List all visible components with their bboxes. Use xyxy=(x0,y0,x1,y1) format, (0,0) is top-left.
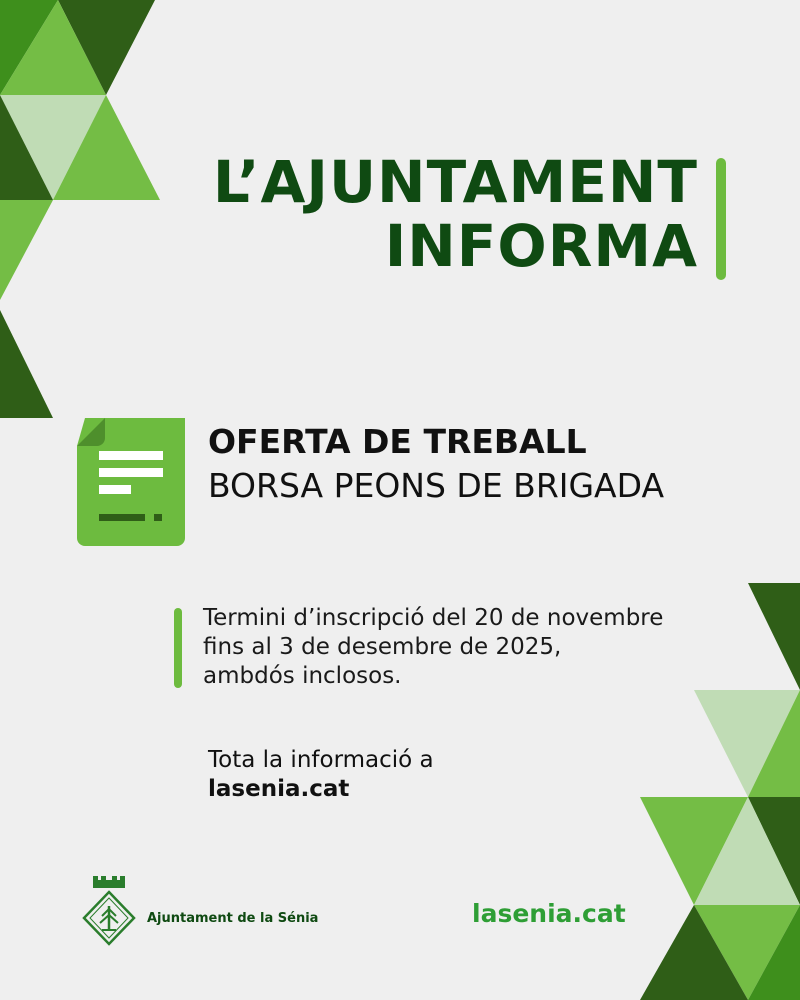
job-offer-heading xyxy=(208,420,664,508)
offer-title: OFERTA DE TREBALL xyxy=(208,422,587,461)
municipality-name: Ajuntament de la Sénia xyxy=(147,911,319,926)
period-line-2: fins al 3 de desembre de 2025, xyxy=(203,634,562,660)
document-icon xyxy=(77,418,185,546)
title-line-1: L’AJUNTAMENT xyxy=(212,148,698,216)
registration-period xyxy=(203,604,663,691)
info-link[interactable]: lasenia.cat xyxy=(208,776,350,802)
info-text: Tota la informació a xyxy=(208,747,434,773)
offer-subtitle: BORSA PEONS DE BRIGADA xyxy=(208,466,665,505)
title-accent-bar xyxy=(716,158,726,280)
footer-website-link[interactable]: lasenia.cat xyxy=(472,899,626,928)
period-line-3: ambdós inclosos. xyxy=(203,663,402,689)
info-block xyxy=(208,746,434,804)
title-line-2: INFORMA xyxy=(384,212,698,280)
page-title xyxy=(213,150,698,278)
period-line-1: Termini d’inscripció del 20 de novembre xyxy=(203,605,664,631)
municipal-crest-icon xyxy=(82,876,136,948)
period-accent-bar xyxy=(174,608,182,688)
